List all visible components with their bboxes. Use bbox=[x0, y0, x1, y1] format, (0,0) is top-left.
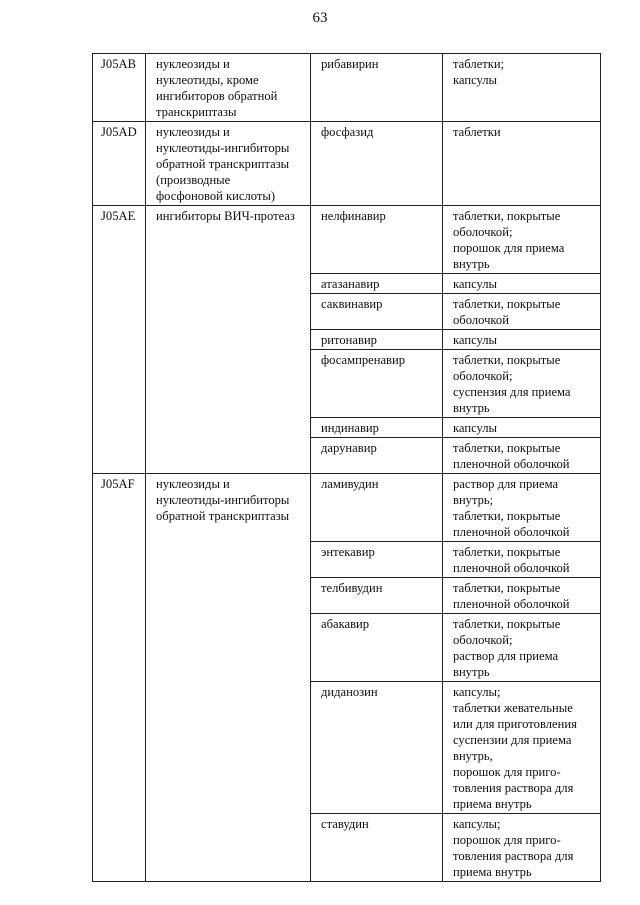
dosage-form-line: раствор для приема bbox=[453, 649, 559, 663]
drug-name-cell: абакавир bbox=[311, 614, 443, 682]
dosage-form-line: товления раствора для bbox=[453, 849, 574, 863]
drug-group-cell bbox=[146, 474, 311, 882]
dosage-form-line: таблетки, покрытые bbox=[453, 353, 561, 367]
dosage-form-line: внутрь bbox=[453, 257, 490, 271]
page-number: 63 bbox=[312, 10, 328, 26]
dosage-form-line: капсулы; bbox=[453, 685, 501, 699]
drug-name-cell: фосампренавир bbox=[311, 350, 443, 418]
dosage-form-line: суспензии для приема bbox=[453, 733, 572, 747]
dosage-form-line: таблетки, покрытые bbox=[453, 509, 561, 523]
drug-name-cell: ламивудин bbox=[311, 474, 443, 542]
dosage-form-line: приема внутрь bbox=[453, 865, 532, 879]
drug-group-line: обратной транскриптазы bbox=[156, 509, 290, 523]
drug-group-line: нуклеотиды-ингибиторы bbox=[156, 493, 290, 507]
dosage-form-line: раствор для приема bbox=[453, 477, 559, 491]
dosage-form-line: таблетки bbox=[453, 125, 501, 139]
dosage-form-cell bbox=[443, 682, 601, 814]
dosage-form-line: пленочной оболочкой bbox=[453, 561, 570, 575]
dosage-form-line: оболочкой; bbox=[453, 225, 513, 239]
dosage-form-cell bbox=[443, 614, 601, 682]
dosage-form-line: внутрь, bbox=[453, 749, 493, 763]
drug-name-cell: телбивудин bbox=[311, 578, 443, 614]
dosage-form-cell bbox=[443, 418, 601, 438]
dosage-form-cell bbox=[443, 814, 601, 882]
dosage-form-cell bbox=[443, 542, 601, 578]
drug-name-cell: ставудин bbox=[311, 814, 443, 882]
dosage-form-line: порошок для приго- bbox=[453, 765, 561, 779]
dosage-form-line: внутрь bbox=[453, 665, 490, 679]
drug-name-cell: дарунавир bbox=[311, 438, 443, 474]
drug-group-line: ингибиторов обратной bbox=[156, 89, 278, 103]
atc-code-cell: J05AD bbox=[93, 122, 146, 206]
drug-group-line: нуклеотиды, кроме bbox=[156, 73, 259, 87]
dosage-form-line: суспензия для приема bbox=[453, 385, 571, 399]
table-row bbox=[93, 122, 601, 206]
drug-group-line: нуклеозиды и bbox=[156, 477, 230, 491]
drug-name-cell: фосфазид bbox=[311, 122, 443, 206]
dosage-form-line: таблетки, покрытые bbox=[453, 209, 561, 223]
dosage-form-line: оболочкой bbox=[453, 313, 509, 327]
atc-code-cell: J05AB bbox=[93, 54, 146, 122]
dosage-form-line: таблетки, покрытые bbox=[453, 441, 561, 455]
dosage-form-line: таблетки, покрытые bbox=[453, 617, 561, 631]
dosage-form-line: пленочной оболочкой bbox=[453, 597, 570, 611]
dosage-form-line: таблетки, покрытые bbox=[453, 297, 561, 311]
dosage-form-line: капсулы; bbox=[453, 817, 501, 831]
drug-group-line: фосфоновой кислоты) bbox=[156, 189, 276, 203]
drug-group-line: ингибиторы ВИЧ-протеаз bbox=[156, 209, 295, 223]
dosage-form-line: капсулы bbox=[453, 73, 498, 87]
drug-name-cell: индинавир bbox=[311, 418, 443, 438]
dosage-form-line: порошок для приема bbox=[453, 241, 565, 255]
dosage-form-line: или для приготовления bbox=[453, 717, 577, 731]
drug-group-cell bbox=[146, 54, 311, 122]
dosage-form-line: приема внутрь bbox=[453, 797, 532, 811]
dosage-form-cell bbox=[443, 438, 601, 474]
drug-group-cell bbox=[146, 122, 311, 206]
dosage-form-line: капсулы bbox=[453, 277, 498, 291]
dosage-form-line: пленочной оболочкой bbox=[453, 525, 570, 539]
drug-group-line: транскриптазы bbox=[156, 105, 237, 119]
drug-group-line: обратной транскриптазы bbox=[156, 157, 290, 171]
dosage-form-line: капсулы bbox=[453, 421, 498, 435]
drug-name-cell: саквинавир bbox=[311, 294, 443, 330]
dosage-form-cell bbox=[443, 294, 601, 330]
dosage-form-cell bbox=[443, 350, 601, 418]
table-row bbox=[93, 54, 601, 122]
drug-group-line: нуклеозиды и bbox=[156, 57, 230, 71]
atc-code-cell: J05AE bbox=[93, 206, 146, 474]
drug-classification-table bbox=[92, 53, 601, 882]
table-row bbox=[93, 474, 601, 542]
drug-name-cell: атазанавир bbox=[311, 274, 443, 294]
dosage-form-line: оболочкой; bbox=[453, 633, 513, 647]
dosage-form-cell bbox=[443, 578, 601, 614]
drug-group-cell bbox=[146, 206, 311, 474]
dosage-form-cell bbox=[443, 206, 601, 274]
drug-group-line: (производные bbox=[156, 173, 231, 187]
dosage-form-line: капсулы bbox=[453, 333, 498, 347]
dosage-form-line: таблетки; bbox=[453, 57, 505, 71]
dosage-form-line: порошок для приго- bbox=[453, 833, 561, 847]
dosage-form-line: товления раствора для bbox=[453, 781, 574, 795]
drug-name-cell: ритонавир bbox=[311, 330, 443, 350]
drug-name-cell: диданозин bbox=[311, 682, 443, 814]
dosage-form-cell bbox=[443, 274, 601, 294]
drug-group-line: нуклеозиды и bbox=[156, 125, 230, 139]
drug-name-cell: энтекавир bbox=[311, 542, 443, 578]
dosage-form-line: пленочной оболочкой bbox=[453, 457, 570, 471]
dosage-form-cell bbox=[443, 54, 601, 122]
dosage-form-cell bbox=[443, 122, 601, 206]
dosage-form-cell bbox=[443, 474, 601, 542]
dosage-form-line: внутрь bbox=[453, 401, 490, 415]
dosage-form-line: таблетки жевательные bbox=[453, 701, 573, 715]
dosage-form-line: внутрь; bbox=[453, 493, 494, 507]
dosage-form-cell bbox=[443, 330, 601, 350]
drug-name-cell: нелфинавир bbox=[311, 206, 443, 274]
atc-code-cell: J05AF bbox=[93, 474, 146, 882]
dosage-form-line: оболочкой; bbox=[453, 369, 513, 383]
dosage-form-line: таблетки, покрытые bbox=[453, 581, 561, 595]
dosage-form-line: таблетки, покрытые bbox=[453, 545, 561, 559]
drug-name-cell: рибавирин bbox=[311, 54, 443, 122]
drug-group-line: нуклеотиды-ингибиторы bbox=[156, 141, 290, 155]
table-row bbox=[93, 206, 601, 274]
